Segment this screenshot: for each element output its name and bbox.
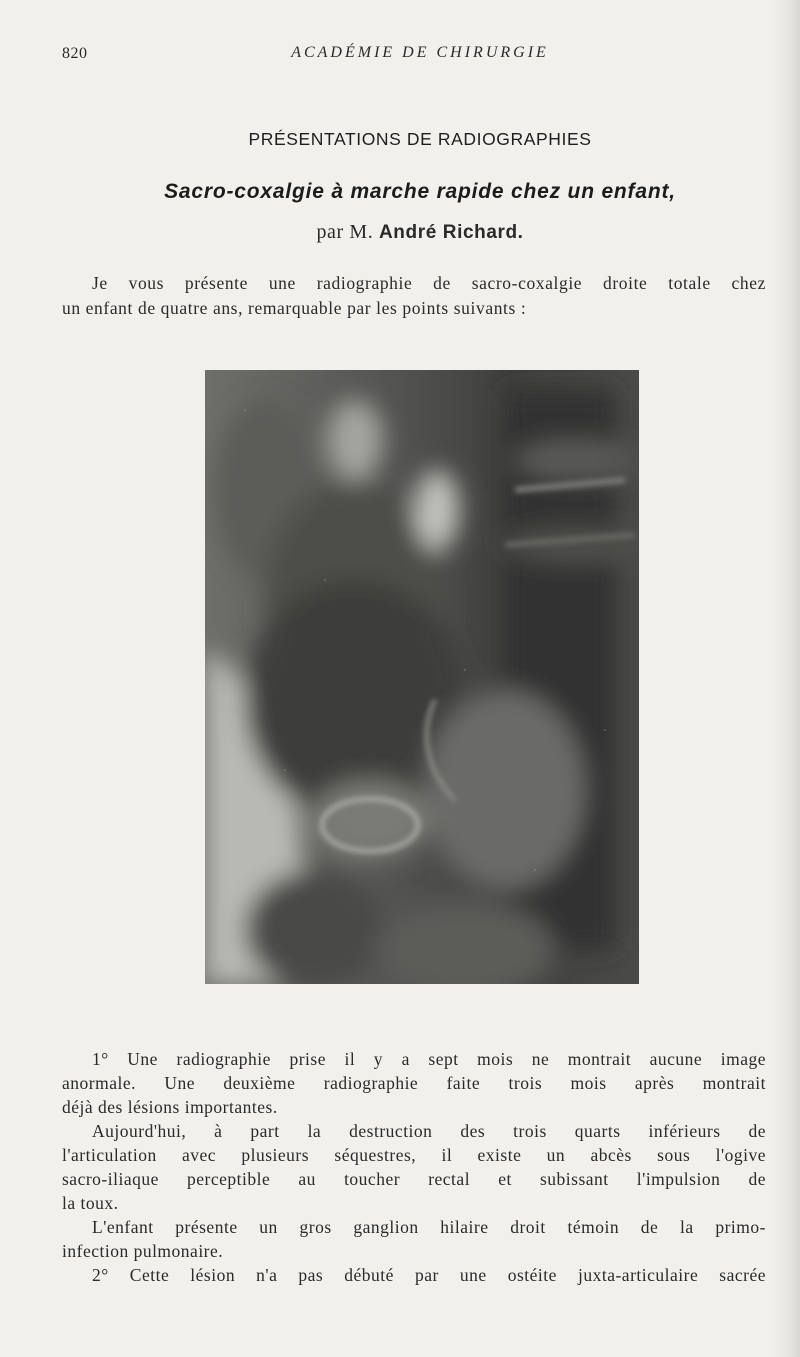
body-line: la toux. bbox=[62, 1193, 119, 1213]
radiograph-image-icon bbox=[205, 370, 639, 984]
body-line: 2° Cette lésion n'a pas débuté par une ostéite juxta-articulaire sacrée bbox=[92, 1265, 766, 1285]
body-line: l'articulation avec plusieurs séquestres, il existe un abcès sous l'ogive bbox=[62, 1145, 766, 1165]
body-line: anormale. Une deuxième radiographie faite trois mois après montrait bbox=[62, 1073, 766, 1093]
page-number: 820 bbox=[62, 45, 88, 62]
radiograph-image bbox=[205, 370, 639, 984]
article-title: Sacro-coxalgie à marche rapide chez un enfant, bbox=[164, 180, 676, 203]
body-line: Aujourd'hui, à part la destruction des trois quarts inférieurs de bbox=[92, 1121, 766, 1141]
intro-paragraph bbox=[62, 271, 766, 321]
body-line: 1° Une radiographie prise il y a sept mois ne montrait aucune image bbox=[92, 1049, 766, 1069]
body-paragraphs bbox=[62, 1047, 766, 1287]
byline bbox=[0, 221, 800, 244]
body-line: L'enfant présente un gros ganglion hilaire droit témoin de la primo- bbox=[92, 1217, 766, 1237]
running-header: ACADÉMIE DE CHIRURGIE bbox=[291, 44, 549, 61]
section-title: PRÉSENTATIONS DE RADIOGRAPHIES bbox=[248, 129, 592, 149]
intro-line: Je vous présente une radiographie de sacro-coxalgie droite totale chez bbox=[92, 273, 766, 293]
body-line: sacro-iliaque perceptible au toucher rectal et subissant l'impulsion de bbox=[62, 1169, 766, 1189]
body-line: déjà des lésions importantes. bbox=[62, 1097, 278, 1117]
body-line: infection pulmonaire. bbox=[62, 1241, 224, 1261]
author-name: André Richard. bbox=[378, 222, 524, 243]
byline-prefix: par M. bbox=[316, 221, 374, 243]
intro-line: un enfant de quatre ans, remarquable par les points suivants : bbox=[62, 298, 527, 318]
